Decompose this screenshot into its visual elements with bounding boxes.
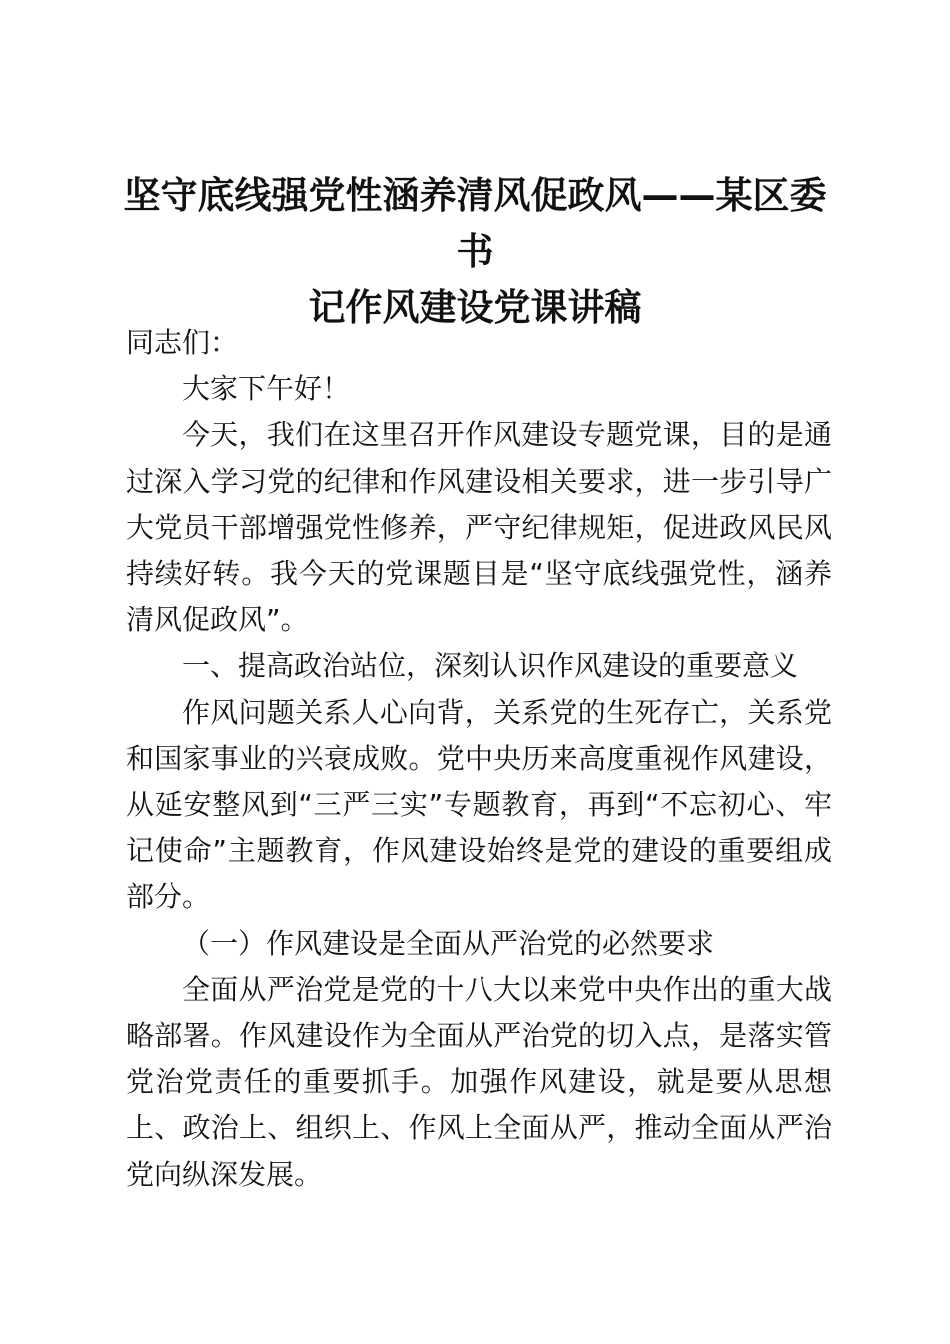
- salutation: 同志们：: [126, 326, 239, 359]
- section-1-paragraph: 作风问题关系人心向背，关系党的生死存亡，关系党和国家事业的兴衰成败。党中央历来高度重视作风建设，从延安整风到“三严三实”专题教育，再到“不忘初心、牢记使命”主题教育，作风建设始终是党的建设的重要组成部分。: [126, 695, 832, 914]
- greeting-paragraph: 大家下午好！: [182, 372, 351, 406]
- subsection-1-paragraph: 全面从严治党是党的十八大以来党中央作出的重大战略部署。作风建设作为全面从严治党的切入点，是落实管党治党责任的重要抓手。加强作风建设，就是要从思想上、政治上、组织上、作风上全面从严，推动全面从严治党向纵深发展。: [126, 972, 832, 1191]
- document-body: [126, 320, 832, 1198]
- intro-paragraph: 今天，我们在这里召开作风建设专题党课，目的是通过深入学习党的纪律和作风建设相关要求，进一步引导广大党员干部增强党性修养，严守纪律规矩，促进政风民风持续好转。我今天的党课题目是“坚守底线强党性，涵养清风促政风”。: [126, 418, 832, 637]
- document-title: [110, 168, 840, 336]
- title-line-2: 记作风建设党课讲稿: [308, 286, 642, 329]
- section-heading-1: 一、提高政治站位，深刻认识作风建设的重要意义: [182, 649, 799, 683]
- title-line-1: 坚守底线强党性涵养清风促政风——某区委书: [123, 174, 827, 273]
- subsection-heading-1: （一）作风建设是全面从严治党的必然要求: [182, 926, 715, 960]
